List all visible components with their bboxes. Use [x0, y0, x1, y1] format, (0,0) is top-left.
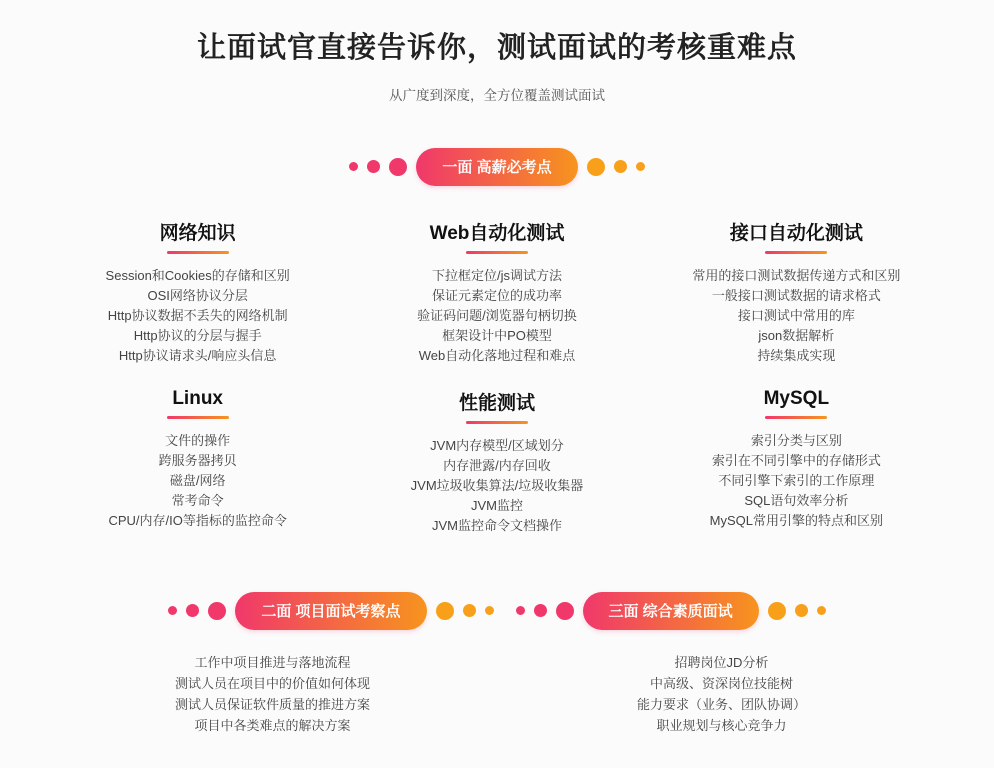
decorative-dot-icon	[587, 158, 605, 176]
title-underline	[167, 251, 229, 254]
list-item: 验证码问题/浏览器句柄切换	[417, 307, 577, 323]
title-underline	[466, 421, 528, 424]
header	[0, 0, 994, 104]
list-item: SQL语句效率分析	[744, 492, 849, 508]
decorative-dot-icon	[168, 606, 177, 615]
list-item: 文件的操作	[165, 432, 231, 448]
list-item: 常考命令	[171, 492, 224, 508]
topic-card-api-automation	[647, 218, 946, 366]
decorative-dot-icon	[768, 602, 786, 620]
list-item: 跨服务器拷贝	[158, 452, 237, 468]
list-item: 持续集成实现	[757, 347, 836, 363]
list-item: 常用的接口测试数据传递方式和区别	[692, 267, 901, 283]
title-underline	[466, 251, 528, 254]
stage-badge-row-bottom	[0, 592, 994, 630]
list-item: 框架设计中PO模型	[442, 327, 552, 343]
list-item: 接口测试中常用的库	[737, 307, 855, 323]
decorative-dot-icon	[436, 602, 454, 620]
stage3-badge-row	[516, 592, 826, 630]
topic-item-list	[48, 431, 347, 531]
decorative-dot-icon	[534, 604, 547, 617]
list-item: JVM内存模型/区域划分	[430, 437, 564, 453]
stage1-badge: 一面 高薪必考点	[416, 148, 577, 186]
topic-item-list	[647, 431, 946, 531]
stage2-badge-row	[168, 592, 493, 630]
list-item: 测试人员在项目中的价值如何体现	[174, 675, 370, 691]
list-item: 保证元素定位的成功率	[431, 287, 562, 303]
topic-title: Linux	[172, 387, 223, 409]
topic-item-list	[647, 266, 946, 366]
topic-title: MySQL	[763, 387, 830, 409]
list-item: json数据解析	[758, 327, 835, 343]
topic-item-list	[347, 266, 646, 366]
list-item: 能力要求（业务、团队协调）	[636, 696, 806, 712]
list-item: 测试人员保证软件质量的推进方案	[174, 696, 370, 712]
list-item: MySQL常用引擎的特点和区别	[709, 512, 883, 528]
title-underline	[765, 251, 827, 254]
decorative-dot-icon	[186, 604, 199, 617]
list-item: JVM垃圾收集算法/垃圾收集器	[410, 477, 584, 493]
title-underline	[167, 416, 229, 419]
list-item: 索引分类与区别	[750, 432, 842, 448]
topic-title: 性能测试	[458, 392, 535, 414]
stage1-badge-row	[0, 148, 994, 186]
list-item: Http协议数据不丢失的网络机制	[107, 307, 288, 323]
topic-card-network	[48, 218, 347, 366]
topic-card-web-automation	[347, 218, 646, 366]
title-underline	[765, 416, 827, 419]
decorative-dot-icon	[208, 602, 226, 620]
topic-card-mysql	[647, 388, 946, 536]
topic-item-list	[48, 266, 347, 366]
list-item: 不同引擎下索引的工作原理	[718, 472, 875, 488]
list-item: OSI网络协议分层	[147, 287, 248, 303]
topic-title: Web自动化测试	[429, 222, 565, 244]
topic-title: 接口自动化测试	[729, 222, 863, 244]
stage3-item-list	[497, 652, 946, 736]
decorative-dot-icon	[516, 606, 525, 615]
decorative-dot-icon	[614, 160, 627, 173]
list-item: 中高级、资深岗位技能树	[649, 675, 793, 691]
bottom-content	[0, 652, 994, 736]
list-item: Http协议请求头/响应头信息	[118, 347, 277, 363]
list-item: JVM监控命令文档操作	[431, 517, 562, 533]
topic-card-performance	[347, 388, 646, 536]
list-item: 索引在不同引擎中的存储形式	[711, 452, 881, 468]
list-item: 职业规划与核心竞争力	[656, 717, 787, 733]
list-item: 磁盘/网络	[169, 472, 226, 488]
topic-title: 网络知识	[159, 222, 236, 244]
list-item: CPU/内存/IO等指标的监控命令	[108, 512, 287, 528]
topic-card-linux	[48, 388, 347, 536]
decorative-dot-icon	[636, 162, 645, 171]
list-item: 项目中各类难点的解决方案	[194, 717, 351, 733]
decorative-dot-icon	[367, 160, 380, 173]
page-title: 让面试官直接告诉你，测试面试的考核重难点	[196, 32, 797, 64]
decorative-dot-icon	[795, 604, 808, 617]
topic-item-list	[347, 436, 646, 536]
decorative-dot-icon	[485, 606, 494, 615]
list-item: Session和Cookies的存储和区别	[105, 267, 290, 283]
decorative-dot-icon	[817, 606, 826, 615]
list-item: 招聘岗位JD分析	[674, 654, 769, 670]
list-item: JVM监控	[470, 497, 523, 513]
topic-grid	[0, 218, 994, 536]
stage2-badge: 二面 项目面试考察点	[235, 592, 426, 630]
page-subtitle: 从广度到深度，全方位覆盖测试面试	[389, 87, 605, 103]
decorative-dot-icon	[389, 158, 407, 176]
decorative-dot-icon	[556, 602, 574, 620]
list-item: 一般接口测试数据的请求格式	[711, 287, 881, 303]
list-item: 下拉框定位/js调试方法	[431, 267, 562, 283]
stage2-item-list	[48, 652, 497, 736]
list-item: Http协议的分层与握手	[133, 327, 262, 343]
decorative-dot-icon	[463, 604, 476, 617]
list-item: Web自动化落地过程和难点	[418, 347, 576, 363]
list-item: 内存泄露/内存回收	[443, 457, 551, 473]
decorative-dot-icon	[349, 162, 358, 171]
stage3-badge: 三面 综合素质面试	[583, 592, 759, 630]
list-item: 工作中项目推进与落地流程	[194, 654, 351, 670]
